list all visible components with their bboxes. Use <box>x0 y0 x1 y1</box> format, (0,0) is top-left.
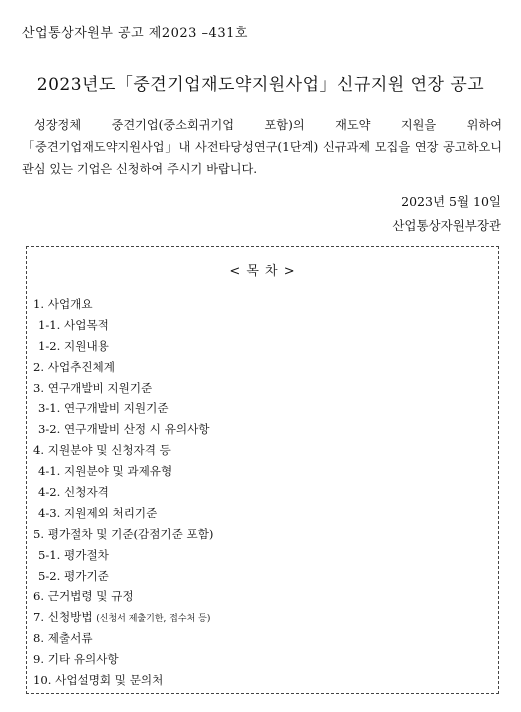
toc-item <box>33 628 213 649</box>
toc-item-text: 2. 사업추진체계 <box>33 359 115 374</box>
intro-paragraph: 성장정체 중견기업(중소회귀기업 포함)의 재도약 지원을 위하여「중견기업재도약지원사업」내 사전타당성연구(1단계) 신규과제 모집을 연장 공고하오니 관심 있는 기업은 신청하여 주시기 바랍니다. <box>22 118 502 176</box>
toc-item-text: 3-1. 연구개발비 지원기준 <box>38 401 169 416</box>
toc-item <box>33 357 213 378</box>
toc-item-text: 6. 근거법령 및 규정 <box>33 589 134 604</box>
toc-item <box>33 524 213 545</box>
toc-item-text: 5-1. 평가절차 <box>38 547 109 562</box>
toc-item-text: 1. 사업개요 <box>33 297 93 311</box>
toc-item <box>33 315 213 336</box>
toc-item-text: 5-2. 평가기준 <box>38 568 109 583</box>
toc-title: < 목 차 > <box>229 264 296 279</box>
toc-list <box>33 294 213 691</box>
toc-item-text: 3-2. 연구개발비 산정 시 유의사항 <box>38 422 210 437</box>
toc-item <box>33 336 213 357</box>
toc-item-note: (신청서 제출기한, 접수처 등) <box>96 614 211 625</box>
document-title: 2023년도「중견기업재도약지원사업」신규지원 연장 공고 <box>36 75 485 95</box>
toc-item-text: 4. 지원분야 및 신청자격 등 <box>33 443 171 458</box>
toc-item-text: 9. 기타 유의사항 <box>33 652 119 667</box>
toc-item-text: 1-2. 지원내용 <box>38 338 109 353</box>
notice-date: 2023년 5월 10일 <box>401 194 501 209</box>
toc-item <box>33 566 213 587</box>
toc-item-text: 5. 평가절차 및 기준(감점기준 포함) <box>33 526 214 541</box>
toc-item <box>33 649 213 670</box>
toc-item-text: 8. 제출서류 <box>33 631 93 646</box>
issuer-name: 산업통상자원부장관 <box>392 218 501 233</box>
toc-item <box>33 545 213 566</box>
toc-item <box>33 419 213 440</box>
toc-item <box>33 503 213 524</box>
toc-item <box>33 440 213 461</box>
toc-item-text: 10. 사업설명회 및 문의처 <box>33 673 164 688</box>
toc-item <box>33 461 213 482</box>
toc-item <box>33 398 213 419</box>
toc-item <box>33 607 213 628</box>
notice-number: 산업통상자원부 공고 제2023 –431호 <box>22 26 248 41</box>
toc-item <box>33 378 213 399</box>
toc-item-text: 4-3. 지원제외 처리기준 <box>38 505 158 520</box>
toc-item-text: 3. 연구개발비 지원기준 <box>33 380 153 395</box>
toc-item <box>33 294 213 315</box>
toc-item <box>33 586 213 607</box>
toc-item-text: 1-1. 사업목적 <box>38 317 109 332</box>
toc-item <box>33 670 213 691</box>
table-of-contents <box>26 246 499 694</box>
toc-item <box>33 482 213 503</box>
toc-item-text: 4-2. 신청자격 <box>38 485 109 500</box>
toc-item-text: 7. 신청방법 <box>33 610 93 625</box>
toc-item-text: 4-1. 지원분야 및 과제유형 <box>38 464 173 479</box>
